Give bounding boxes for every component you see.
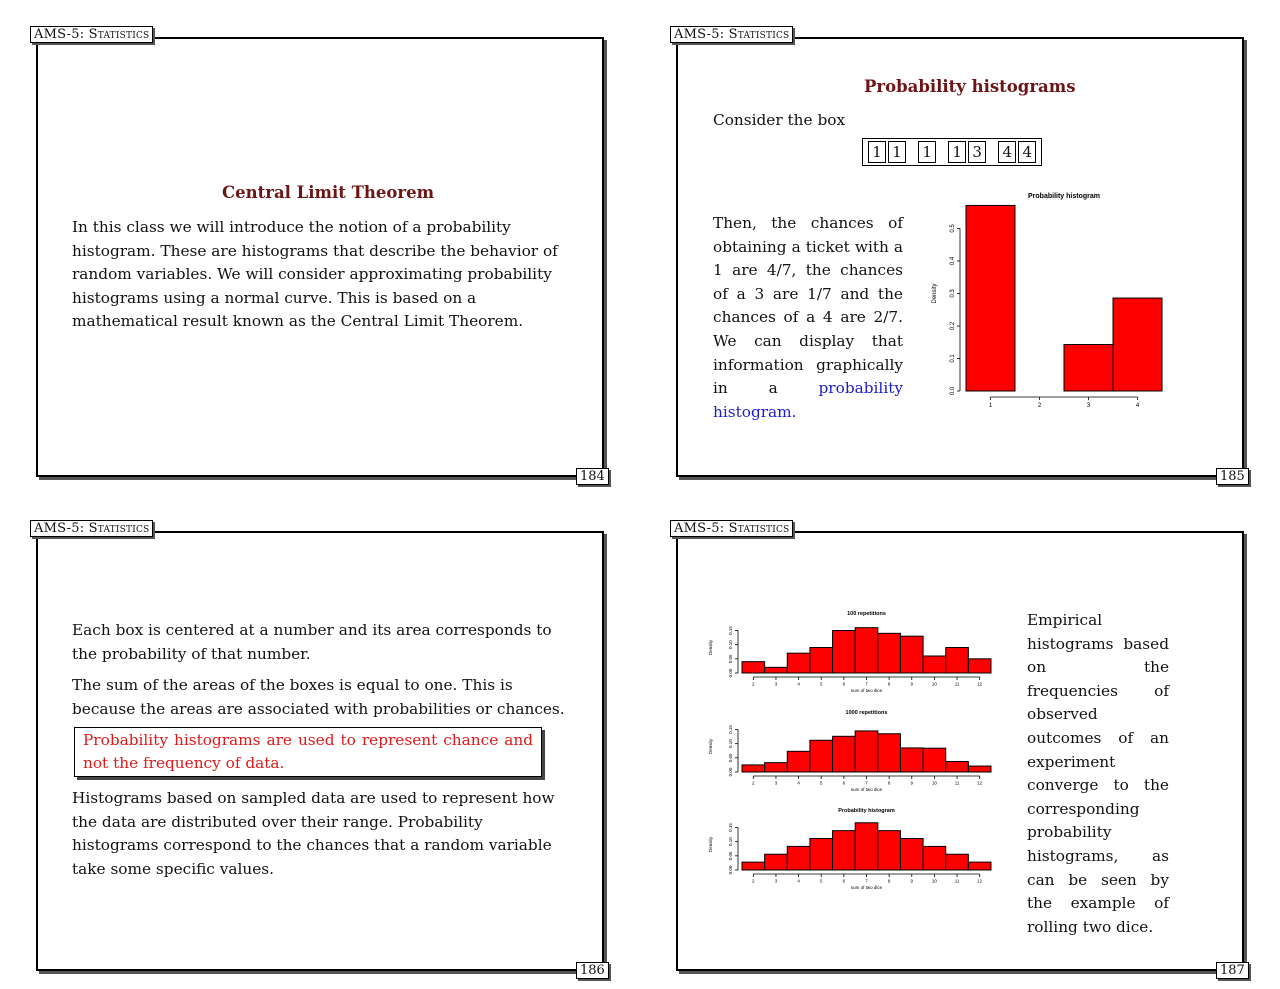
histogram-bar [765, 667, 788, 673]
x-axis-label: sum of two dice [850, 787, 883, 792]
x-tick-label: 5 [819, 780, 823, 786]
histogram-bar [833, 831, 856, 870]
slide-paragraph: In this class we will introduce the notion of a probability histogram. These are histograms that describe the behavior of random variables. We will consider approximating probability histograms using a normal curve. This is based on a mathematical result known as the Central Limit Theorem. [72, 218, 558, 331]
slide-paragraph: Empirical histograms based on the frequencies of observed outcomes of an experiment converge to the corresponding probability histograms, as can be seen by the example of rolling two dice. [1027, 611, 1169, 936]
y-axis-label: Density [932, 283, 938, 304]
x-tick-label: 9 [910, 681, 914, 687]
slide-header: AMS-5: Statistics [670, 520, 793, 537]
ticket: 1 [888, 141, 906, 163]
x-tick-label: 7 [865, 681, 868, 687]
histogram-bar [900, 748, 923, 772]
y-tick-label: 0.00 [728, 865, 733, 875]
x-tick-label: 7 [865, 780, 868, 786]
histogram-bar [787, 846, 810, 870]
histogram-bar [810, 839, 833, 870]
histogram-bar [966, 205, 1015, 391]
y-tick-label: 0.3 [950, 289, 956, 298]
slide-paragraph-3: Histograms based on sampled data are used to represent how the data are distributed over their range. Probability histograms correspond to the chances that a random variable take some specific values. [72, 789, 555, 878]
y-tick-label: 0.10 [728, 640, 733, 650]
histogram-bar [765, 854, 788, 870]
y-tick-label: 0.05 [728, 654, 733, 664]
y-tick-label: 0.00 [728, 668, 733, 678]
ticket: 1 [918, 141, 936, 163]
x-tick-label: 3 [1086, 403, 1091, 409]
slide-paragraph-2: The sum of the areas of the boxes is equal to one. This is because the areas are associated with probabilities or chances. [72, 676, 565, 718]
y-axis-label: Density [708, 836, 713, 853]
y-tick-label: 0.4 [950, 256, 956, 266]
histogram-bar [968, 862, 991, 870]
x-tick-label: 4 [797, 681, 800, 687]
histogram-bar [833, 736, 856, 772]
x-axis-label: sum of two dice [850, 688, 883, 693]
chart-title: Probability histogram [838, 808, 895, 814]
histogram-bar [1113, 298, 1162, 391]
page-number: 184 [576, 468, 609, 485]
histogram-bar [855, 731, 878, 772]
y-tick-label: 0.05 [728, 753, 733, 763]
chart-probability-histogram [928, 186, 1178, 416]
histogram-bar [946, 648, 969, 674]
x-tick-label: 1 [988, 403, 993, 409]
histogram-bar [855, 823, 878, 870]
y-tick-label: 0.00 [728, 767, 733, 777]
slide-intro: Consider the box [713, 111, 846, 129]
y-tick-label: 0.05 [728, 851, 733, 861]
histogram-bar [923, 748, 946, 772]
slide-186 [30, 520, 612, 984]
histogram-bar [968, 659, 991, 673]
ticket: 1 [868, 141, 886, 163]
slide-header: AMS-5: Statistics [30, 520, 153, 537]
y-tick-label: 0.15 [728, 725, 733, 734]
histogram-bar [787, 751, 810, 772]
probability-histogram-link[interactable]: probability histogram. [713, 379, 903, 421]
histogram-bar [900, 636, 923, 673]
histogram-bar [833, 631, 856, 674]
ticket: 1 [948, 141, 966, 163]
slide-187 [670, 520, 1252, 984]
page-number: 187 [1216, 962, 1249, 979]
slide-185 [670, 26, 1252, 490]
y-tick-label: 0.10 [728, 837, 733, 847]
ticket: 4 [1018, 141, 1036, 163]
histogram-bar [742, 662, 765, 673]
histogram-bar [900, 839, 923, 870]
x-tick-label: 11 [954, 780, 960, 786]
chart-title: 1000 repetitions [845, 710, 888, 716]
x-tick-label: 10 [931, 780, 937, 786]
x-tick-label: 4 [797, 780, 800, 786]
histogram-bar [923, 846, 946, 870]
x-tick-label: 10 [931, 878, 937, 884]
ticket: 4 [998, 141, 1016, 163]
x-tick-label: 12 [977, 780, 983, 786]
page-number: 185 [1216, 468, 1249, 485]
x-tick-label: 10 [931, 681, 937, 687]
chart-1000-repetitions [706, 705, 1002, 797]
slide-header: AMS-5: Statistics [30, 26, 153, 43]
histogram-bar [742, 862, 765, 870]
histogram-bar [855, 628, 878, 673]
y-tick-label: 0.10 [728, 739, 733, 749]
y-tick-label: 0.0 [950, 386, 956, 396]
x-tick-label: 2 [752, 878, 755, 884]
x-tick-label: 11 [954, 878, 960, 884]
slide-header: AMS-5: Statistics [670, 26, 793, 43]
chart-100-repetitions [706, 606, 1002, 698]
slide-paragraph-1: Each box is centered at a number and its area corresponds to the probability of that number. [72, 621, 552, 663]
histogram-bar [810, 648, 833, 674]
slide-title: Probability histograms [864, 77, 1076, 96]
slide-184 [30, 26, 612, 490]
x-tick-label: 6 [842, 878, 846, 884]
highlight-box: Probability histograms are used to represent chance and not the frequency of data. [74, 727, 542, 777]
ticket-box [862, 138, 1042, 166]
histogram-bar [946, 854, 969, 870]
page-number: 186 [576, 962, 609, 979]
x-tick-label: 9 [910, 878, 914, 884]
x-axis-label: sum of two dice [850, 885, 883, 890]
histogram-bar [878, 831, 901, 870]
histogram-bar [968, 766, 991, 772]
x-tick-label: 5 [819, 681, 823, 687]
x-tick-label: 9 [910, 780, 914, 786]
y-tick-label: 0.5 [950, 224, 956, 233]
x-tick-label: 4 [1135, 403, 1140, 409]
histogram-bar [810, 740, 833, 772]
x-tick-label: 12 [977, 878, 983, 884]
x-tick-label: 3 [774, 878, 778, 884]
x-tick-label: 2 [1037, 403, 1042, 409]
histogram-bar [742, 765, 765, 772]
x-tick-label: 12 [977, 681, 983, 687]
y-axis-label: Density [708, 738, 713, 755]
y-axis-label: Density [708, 639, 713, 656]
y-tick-label: 0.15 [728, 823, 733, 832]
paragraph-text: Then, the chances of obtaining a ticket with a 1 are 4/7, the chances of a 3 are 1/7 and the chances of a 4 are 2/7. We can display that information graphically in a [713, 214, 903, 398]
x-tick-label: 11 [954, 681, 960, 687]
x-tick-label: 2 [752, 780, 755, 786]
x-tick-label: 8 [887, 780, 891, 786]
x-tick-label: 2 [752, 681, 755, 687]
y-tick-label: 0.2 [950, 321, 956, 331]
chart-two-dice-probability [706, 803, 1002, 895]
x-tick-label: 6 [842, 780, 846, 786]
y-tick-label: 0.1 [950, 354, 956, 363]
histogram-bar [946, 762, 969, 772]
ticket: 3 [968, 141, 986, 163]
histogram-bar [1064, 345, 1113, 391]
histogram-bar [787, 653, 810, 673]
slide-title: Central Limit Theorem [222, 183, 435, 202]
x-tick-label: 3 [774, 780, 778, 786]
histogram-bar [878, 633, 901, 673]
chart-title: Probability histogram [1028, 193, 1100, 200]
x-tick-label: 3 [774, 681, 778, 687]
histogram-bar [765, 763, 788, 772]
chart-title: 100 repetitions [847, 611, 886, 617]
slide-paragraph [713, 212, 903, 424]
x-tick-label: 8 [887, 878, 891, 884]
x-tick-label: 6 [842, 681, 846, 687]
x-tick-label: 4 [797, 878, 800, 884]
x-tick-label: 7 [865, 878, 868, 884]
histogram-bar [878, 734, 901, 772]
x-tick-label: 8 [887, 681, 891, 687]
histogram-bar [923, 656, 946, 673]
x-tick-label: 5 [819, 878, 823, 884]
y-tick-label: 0.15 [728, 626, 733, 635]
